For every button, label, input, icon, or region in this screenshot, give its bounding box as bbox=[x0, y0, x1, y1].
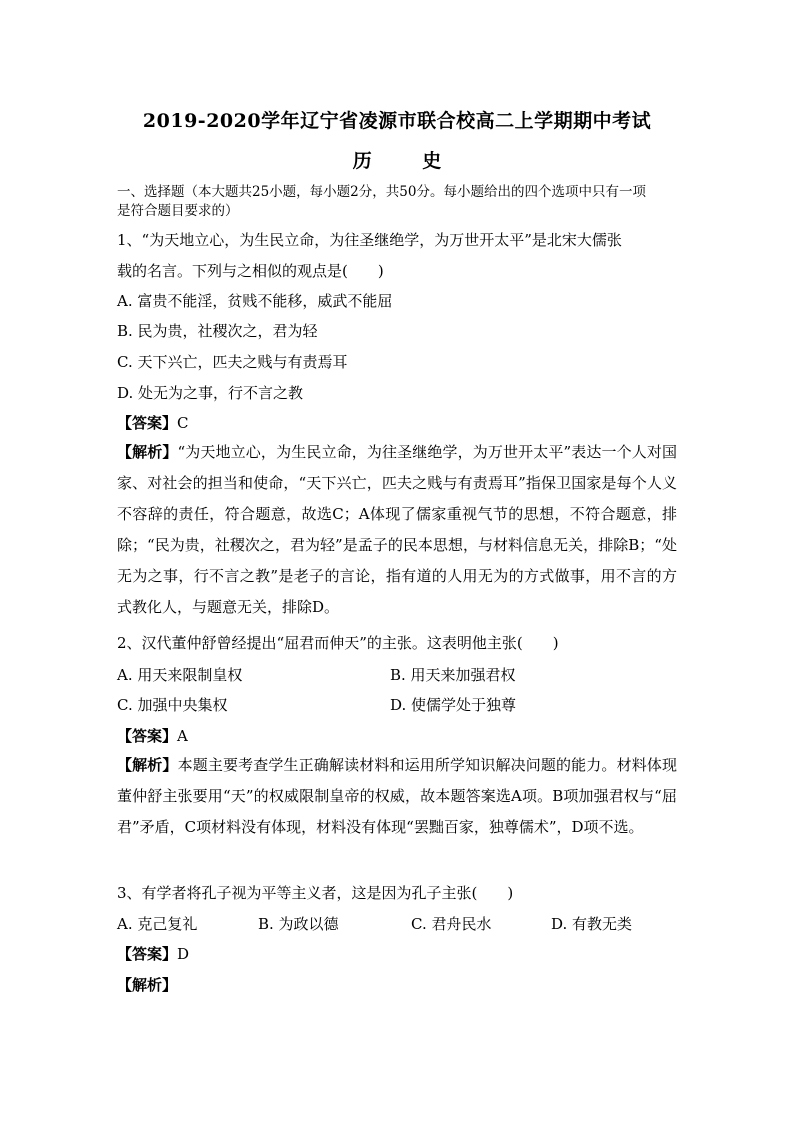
analysis-label: 【解析】 bbox=[117, 443, 178, 461]
q3-option-b: B. 为政以德 bbox=[258, 915, 339, 933]
q2-answer bbox=[117, 727, 188, 745]
subject-heading: 历 史 bbox=[352, 150, 464, 172]
q3-option-d: D. 有教无类 bbox=[551, 915, 633, 933]
q3-analysis bbox=[117, 976, 177, 994]
q2-option-c: C. 加强中央集权 bbox=[117, 696, 228, 714]
q3-option-c: C. 君舟民水 bbox=[411, 915, 492, 933]
analysis-label: 【解析】 bbox=[117, 756, 178, 774]
q1-option-d: D. 处无为之事，行不言之教 bbox=[117, 384, 304, 402]
analysis-text: 本题主要考查学生正确解读材料和运用所学知识解决问题的能力。材料体现董仲舒主张要用“天”的权威限制皇帝的权威，故本题答案选A项。B项加强君权与“屈君”矛盾，C项材料没有体现，材料没有体现“罢黜百家，独尊儒术”，D项不选。 bbox=[117, 756, 677, 836]
q3-option-a: A. 克己复礼 bbox=[117, 915, 198, 933]
q1-analysis bbox=[117, 437, 677, 623]
analysis-text: “为天地立心，为生民立命，为往圣继绝学，为万世开太平”表达一个人对国家、对社会的担当和使命，“天下兴亡，匹夫之贱与有责焉耳”指保卫国家是每个人义不容辞的责任，符合题意，故选C；A体现了儒家重视气节的思想，不符合题意，排除；“民为贵，社稷次之，君为轻”是孟子的民本思想，与材料信息无关，排除B；“处无为之事，行不言之教”是老子的言论，指有道的人用无为的方式做事，用不言的方式教化人，与题意无关，排除D。 bbox=[117, 443, 677, 616]
answer-value: A bbox=[177, 727, 188, 745]
answer-label: 【答案】 bbox=[117, 945, 178, 963]
answer-label: 【答案】 bbox=[117, 727, 178, 745]
answer-value: C bbox=[177, 414, 189, 432]
q1-stem-line2: 载的名言。下列与之相似的观点是( ) bbox=[117, 262, 384, 280]
q2-option-b: B. 用天来加强君权 bbox=[390, 666, 516, 684]
analysis-label: 【解析】 bbox=[117, 976, 178, 994]
q3-answer bbox=[117, 945, 189, 963]
section-instructions-line1: 一、选择题（本大题共25小题，每小题2分，共50分。每小题给出的四个选项中只有一项 bbox=[117, 184, 646, 200]
section-instructions-line2: 是符合题目要求的） bbox=[117, 203, 239, 219]
q3-stem: 3、有学者将孔子视为平等主义者，这是因为孔子主张( ) bbox=[117, 884, 514, 902]
q1-option-a: A. 富贵不能淫，贫贱不能移，威武不能屈 bbox=[117, 292, 393, 310]
q2-analysis bbox=[117, 750, 677, 843]
q2-option-d: D. 使儒学处于独尊 bbox=[390, 696, 517, 714]
q1-stem-line1: 1、“为天地立心，为生民立命，为往圣继绝学，为万世开太平”是北宋大儒张 bbox=[117, 231, 622, 249]
answer-value: D bbox=[177, 945, 190, 963]
q1-option-c: C. 天下兴亡，匹夫之贱与有责焉耳 bbox=[117, 353, 348, 371]
q2-stem: 2、汉代董仲舒曾经提出“屈君而伸天”的主张。这表明他主张( ) bbox=[117, 634, 559, 652]
q1-option-b: B. 民为贵，社稷次之，君为轻 bbox=[117, 322, 318, 340]
q2-option-a: A. 用天来限制皇权 bbox=[117, 666, 243, 684]
exam-title: 2019-2020学年辽宁省凌源市联合校高二上学期期中考试 bbox=[142, 110, 652, 132]
q1-answer bbox=[117, 414, 189, 432]
answer-label: 【答案】 bbox=[117, 414, 178, 432]
